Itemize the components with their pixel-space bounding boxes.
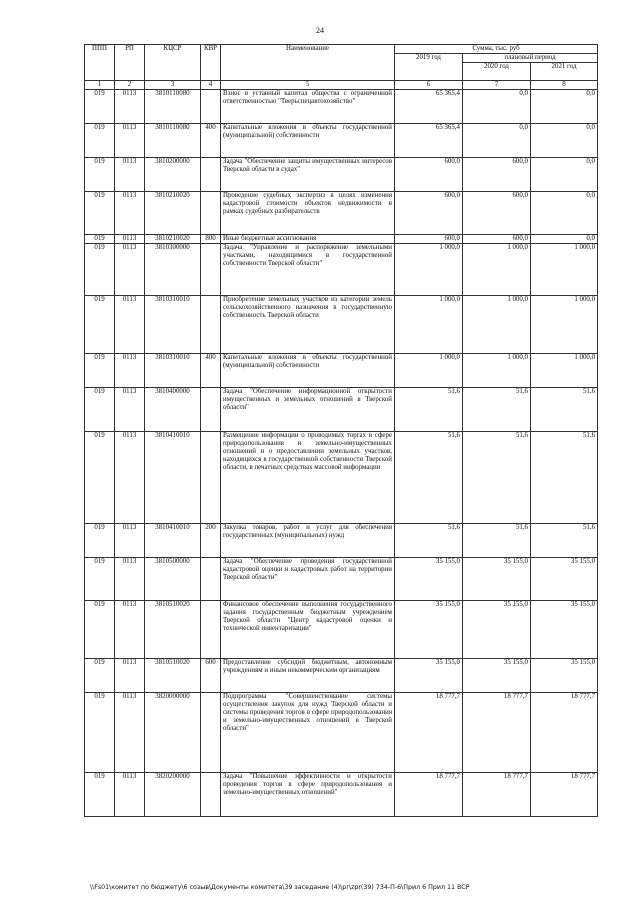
cell-sum-2021: 1 000,0 [531,296,598,354]
header-kcsr: КЦСР [145,45,201,81]
cell-sum-2021: 35 155,0 [531,558,598,601]
cell-kvr [201,693,221,773]
cell-kcsr: 3810310010 [145,296,201,354]
cell-name: Капитальные вложения в объекты государственной (муниципальной) собственности [221,354,395,388]
cell-sum-2020: 35 155,0 [463,659,531,693]
cell-kcsr: 3810400000 [145,388,201,432]
cell-sum-2019: 65 365,4 [395,124,463,158]
cell-kcsr: 3810110080 [145,90,201,124]
table-row [85,432,598,524]
column-number: 8 [531,81,598,90]
cell-ppp: 019 [85,296,115,354]
cell-sum-2019: 51,6 [395,388,463,432]
cell-sum-2020: 51,6 [463,388,531,432]
cell-rp: 0113 [115,158,145,192]
cell-kvr: 400 [201,124,221,158]
cell-sum-2021: 0,0 [531,90,598,124]
cell-rp: 0113 [115,558,145,601]
cell-ppp: 019 [85,388,115,432]
table-row [85,659,598,693]
cell-sum-2020: 600,0 [463,192,531,235]
header-year-2021: 2021 год [531,63,598,81]
cell-rp: 0113 [115,524,145,558]
cell-ppp: 019 [85,524,115,558]
cell-kvr [201,432,221,524]
cell-kvr [201,601,221,659]
cell-name: Задача "Повышение эффективности и открытости проведения торгов в сфере природопользования и земельно-имущественных отношений" [221,773,395,817]
cell-sum-2019: 18 777,7 [395,773,463,817]
cell-sum-2021: 1 000,0 [531,354,598,388]
header-sum: Сумма, тыс. руб [395,45,598,54]
cell-sum-2019: 65 365,4 [395,90,463,124]
cell-sum-2019: 35 155,0 [395,659,463,693]
cell-ppp: 019 [85,235,115,244]
cell-rp: 0113 [115,388,145,432]
cell-kcsr: 3810410010 [145,432,201,524]
header-year-2019: 2019 год [395,54,463,81]
cell-kcsr: 3810500000 [145,558,201,601]
cell-sum-2021: 51,6 [531,524,598,558]
cell-sum-2020: 18 777,7 [463,773,531,817]
cell-name: Подпрограмма "Совершенствование системы осуществления закупок для нужд Тверской области и системы проведения торгов в сфере природопользования и земельно-имущественных отношений в Тверской области" [221,693,395,773]
cell-kvr [201,158,221,192]
cell-name: Финансовое обеспечение выполнения государственного задания государственным бюджетным учреждением Тверской области "Центр кадастровой оценки и технической инвентаризации" [221,601,395,659]
cell-rp: 0113 [115,296,145,354]
cell-kcsr: 3810210020 [145,192,201,235]
table-row [85,524,598,558]
column-number: 5 [221,81,395,90]
cell-sum-2019: 1 000,0 [395,244,463,296]
cell-kcsr: 3810510020 [145,659,201,693]
cell-rp: 0113 [115,192,145,235]
cell-ppp: 019 [85,558,115,601]
cell-ppp: 019 [85,773,115,817]
cell-kvr [201,296,221,354]
cell-name: Иные бюджетные ассигнования [221,235,395,244]
cell-ppp: 019 [85,192,115,235]
cell-rp: 0113 [115,90,145,124]
cell-name: Предоставление субсидий бюджетным, автономным учреждениям и иным некоммерческим организациям [221,659,395,693]
cell-kcsr: 3810200000 [145,158,201,192]
header-ppp: ППП [85,45,115,81]
cell-ppp: 019 [85,90,115,124]
cell-name: Закупка товаров, работ и услуг для обеспечения государственных (муниципальных) нужд [221,524,395,558]
cell-kcsr: 3810110080 [145,124,201,158]
cell-name: Проведение судебных экспертиз в целях изменения кадастровой стоимости объектов недвижимости в рамках судебных разбирательств [221,192,395,235]
cell-sum-2021: 0,0 [531,124,598,158]
cell-sum-2019: 600,0 [395,158,463,192]
cell-sum-2021: 51,6 [531,388,598,432]
header-rp: РП [115,45,145,81]
cell-ppp: 019 [85,354,115,388]
table-row [85,158,598,192]
cell-rp: 0113 [115,432,145,524]
cell-rp: 0113 [115,124,145,158]
cell-sum-2020: 1 000,0 [463,354,531,388]
cell-kcsr: 3820000000 [145,693,201,773]
cell-name: Задача "Обеспечение информационной открытости имущественных и земельных отношений в Тверской области" [221,388,395,432]
cell-sum-2021: 18 777,7 [531,773,598,817]
table-row [85,354,598,388]
table-row [85,192,598,235]
cell-sum-2020: 600,0 [463,235,531,244]
header-planned-period: плановый период [463,54,598,63]
cell-sum-2020: 35 155,0 [463,601,531,659]
cell-ppp: 019 [85,432,115,524]
cell-sum-2019: 600,0 [395,235,463,244]
cell-ppp: 019 [85,659,115,693]
cell-sum-2021: 35 155,0 [531,659,598,693]
table-row [85,558,598,601]
header-year-2020: 2020 год [463,63,531,81]
cell-rp: 0113 [115,244,145,296]
cell-sum-2020: 600,0 [463,158,531,192]
table-body [85,90,598,817]
table-row [85,693,598,773]
cell-name: Задача "Управление и распоряжение земельными участками, находящимися в государственной собственности Тверской области" [221,244,395,296]
cell-kvr: 200 [201,524,221,558]
cell-name: Приобретение земельных участков из категории земель сельскохозяйственного назначения в государственную собственность Тверской области [221,296,395,354]
cell-name: Капитальные вложения в объекты государственной (муниципальной) собственности [221,124,395,158]
cell-kcsr: 3810510020 [145,601,201,659]
cell-rp: 0113 [115,659,145,693]
cell-kcsr: 3820200000 [145,773,201,817]
cell-rp: 0113 [115,235,145,244]
cell-kvr [201,558,221,601]
table-row [85,296,598,354]
footer-file-path: \\Fs01\комитет по бюджету\6 созыв\Документы комитета\39 заседание (4)\pr\zpr(39) 734-П-6\Прил 6 Прил 11 ВСР [90,884,470,891]
cell-kcsr: 3810300000 [145,244,201,296]
cell-kvr [201,244,221,296]
cell-sum-2019: 51,6 [395,524,463,558]
table-row [85,773,598,817]
cell-sum-2019: 35 155,0 [395,558,463,601]
table-row [85,235,598,244]
cell-sum-2020: 35 155,0 [463,558,531,601]
cell-sum-2020: 1 000,0 [463,296,531,354]
column-number: 1 [85,81,115,90]
cell-rp: 0113 [115,693,145,773]
header-name: Наименование [221,45,395,81]
cell-kcsr: 3810210020 [145,235,201,244]
cell-name: Задача "Обеспечение проведения государственной кадастровой оценки и кадастровых работ на территории Тверской области" [221,558,395,601]
cell-sum-2021: 35 155,0 [531,601,598,659]
cell-name: Задача "Обеспечение защиты имущественных интересов Тверской области в судах" [221,158,395,192]
column-number: 7 [463,81,531,90]
cell-kvr: 600 [201,659,221,693]
cell-kvr [201,192,221,235]
column-number: 4 [201,81,221,90]
page-number: 24 [316,26,324,35]
cell-name: Взнос в уставный капитал общества с ограниченной ответственностью "Тверьспецавтохозяйство" [221,90,395,124]
cell-sum-2020: 1 000,0 [463,244,531,296]
cell-kcsr: 3810310010 [145,354,201,388]
table-row [85,244,598,296]
cell-sum-2021: 1 000,0 [531,244,598,296]
cell-sum-2019: 1 000,0 [395,296,463,354]
cell-ppp: 019 [85,693,115,773]
cell-sum-2020: 0,0 [463,90,531,124]
cell-sum-2021: 0,0 [531,235,598,244]
cell-kcsr: 3810410010 [145,524,201,558]
cell-sum-2021: 51,6 [531,432,598,524]
table-row [85,124,598,158]
cell-kvr [201,773,221,817]
cell-sum-2021: 0,0 [531,192,598,235]
table-row [85,90,598,124]
cell-sum-2020: 51,6 [463,432,531,524]
cell-sum-2019: 51,6 [395,432,463,524]
cell-rp: 0113 [115,601,145,659]
cell-kvr: 800 [201,235,221,244]
header-kvr: КВР [201,45,221,81]
cell-sum-2021: 18 777,7 [531,693,598,773]
budget-table [84,44,598,817]
cell-ppp: 019 [85,124,115,158]
cell-ppp: 019 [85,158,115,192]
cell-sum-2021: 0,0 [531,158,598,192]
column-number-row [85,81,598,90]
cell-sum-2019: 600,0 [395,192,463,235]
cell-kvr [201,90,221,124]
table-row [85,388,598,432]
cell-sum-2020: 51,6 [463,524,531,558]
cell-sum-2020: 0,0 [463,124,531,158]
cell-name: Размещение информации о проводимых торгах в сфере природопользования и земельно-имущественных отношений и о предоставлении земельных участков, находящихся в государственной собственности Тверской области, в печатных средствах массовой информации [221,432,395,524]
cell-sum-2019: 35 155,0 [395,601,463,659]
cell-sum-2019: 1 000,0 [395,354,463,388]
cell-ppp: 019 [85,601,115,659]
cell-sum-2020: 18 777,7 [463,693,531,773]
cell-sum-2019: 18 777,7 [395,693,463,773]
cell-ppp: 019 [85,244,115,296]
cell-rp: 0113 [115,354,145,388]
cell-kvr: 400 [201,354,221,388]
column-number: 6 [395,81,463,90]
table-row [85,601,598,659]
cell-kvr [201,388,221,432]
cell-rp: 0113 [115,773,145,817]
column-number: 3 [145,81,201,90]
column-number: 2 [115,81,145,90]
